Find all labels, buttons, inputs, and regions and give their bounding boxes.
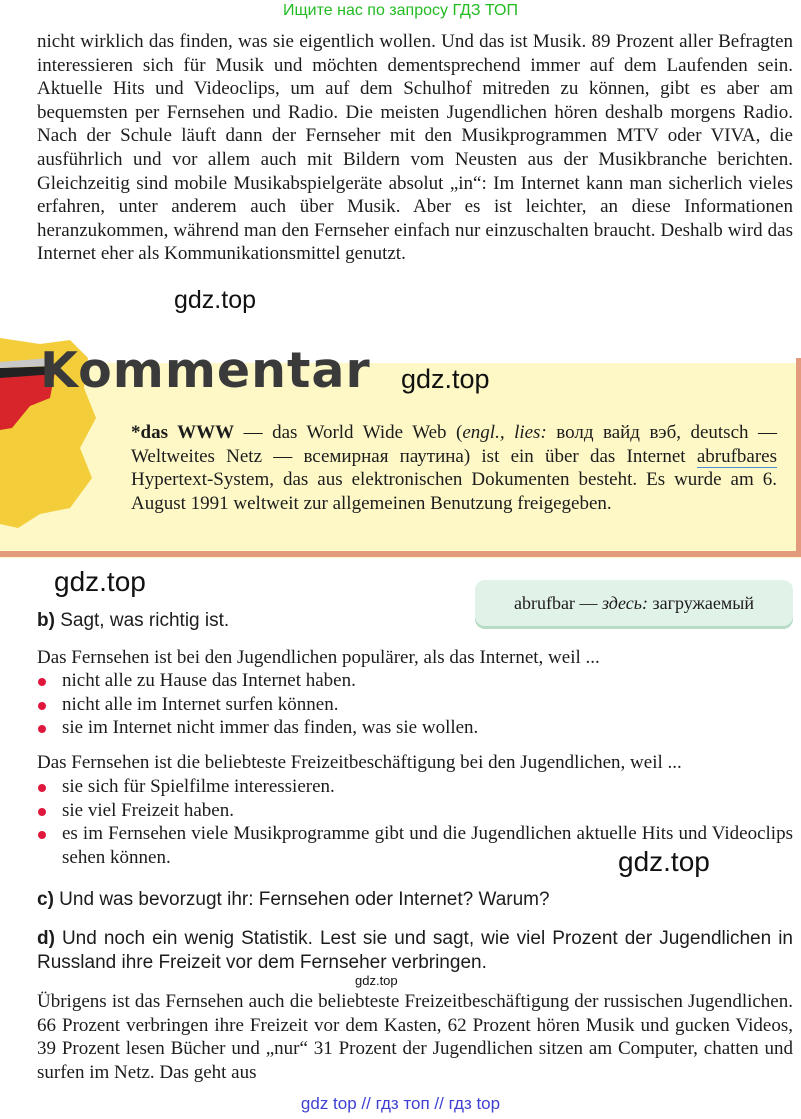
- watermark-2: gdz.top: [401, 364, 490, 394]
- vocab-translation: загружаемый: [647, 593, 755, 613]
- task-c-text: Und was bevorzugt ihr: Fernsehen oder Internet? Warum?: [53, 889, 550, 910]
- kommentar-text-part2: волд вайд вэб, deutsch — Weltweites Netz — всемирная паутина) ist ein über das Internet: [131, 422, 777, 467]
- bullet-icon: [38, 678, 46, 686]
- q1-item: [37, 716, 793, 740]
- kommentar-title: Kommentar: [40, 342, 371, 399]
- bullet-icon: [38, 784, 46, 792]
- q1-item-text: sie im Internet nicht immer das finden, was sie wollen.: [62, 717, 479, 739]
- bullet-icon: [38, 831, 46, 839]
- kommentar-bottom-border: [0, 551, 801, 557]
- engl-lies: engl., lies:: [462, 422, 547, 443]
- final-paragraph: Übrigens ist das Fernsehen auch die beliebteste Freizeitbeschäftigung der russischen Jugendlichen. 66 Prozent verbringen ihre Freizeit vor dem Kasten, 62 Prozent hören Musik und gucken Videos, 39 Prozent lesen Bücher und „nur“ 31 Prozent der Jugendlichen sitzen am Computer, chatten und surfen im Netz. Das geht aus: [37, 991, 793, 1083]
- task-c-label: c): [37, 889, 54, 910]
- q1-list: [37, 669, 793, 740]
- intro-paragraph: nicht wirklich das finden, was sie eigentlich wollen. Und das ist Musik. 89 Prozent aller Befragten interessieren sich für Musik und möchten dementsprechend immer auf dem Laufenden sein. Aktuelle Hits und Videoclips, um auf dem Schulhof mitreden zu können, gibt es aber am bequemsten per Fernsehen und Radio. Die meisten Jugendlichen hören deshalb morgens Radio. Nach der Schule läuft dann der Fernseher mit den Musikprogrammen MTV oder VIVA, die ausführlich und vor allem auch mit Bildern vom Neusten aus der Musikbranche berichten. Gleichzeitig sind mobile Musikabspielgeräte absolut „in“: Im Internet kann man sicherlich vieles erfahren, unter anderem auch über Musik. Aber es ist leichter, an diese Informationen heranzukommen, während man den Fernseher einfach nur einzuschalten braucht. Deshalb wird das Internet eher als Kommunikationsmittel genutzt.: [37, 31, 793, 265]
- q2-item: [37, 799, 793, 823]
- kommentar-text-part3: Hypertext-System, das aus elektronischen Dokumenten besteht. Es wurde am 6. August 1991 weltweit zur allgemeinen Benutzung freigegeben.: [131, 469, 777, 514]
- abrufbares-underlined: abrufbares: [696, 445, 777, 467]
- bullet-icon: [38, 725, 46, 733]
- q1-item: [37, 693, 793, 717]
- task-d-text: Und noch ein wenig Statistik. Lest sie und sagt, wie viel Prozent der Jugendlichen in Russland ihre Freizeit vor dem Fernseher verbringen.: [37, 928, 793, 973]
- watermark-small: gdz.top: [355, 973, 398, 988]
- q1-stem: Das Fernsehen ist bei den Jugendlichen populärer, als das Internet, weil ...: [37, 647, 600, 668]
- www-term: *das WWW: [131, 422, 235, 443]
- task-d: [37, 927, 793, 974]
- q2-stem: Das Fernsehen ist die beliebteste Freizeitbeschäftigung bei den Jugendlichen, weil ...: [37, 752, 682, 773]
- bullet-icon: [38, 702, 46, 710]
- kommentar-text: [131, 421, 777, 515]
- task-c: [37, 888, 793, 912]
- task-d-label: d): [37, 928, 55, 949]
- watermark-1: gdz.top: [174, 286, 257, 314]
- q2-item-text: sie viel Freizeit haben.: [62, 799, 234, 821]
- q1-item-text: nicht alle im Internet surfen können.: [62, 693, 339, 715]
- task-b-label: b): [37, 610, 55, 631]
- watermark-3: gdz.top: [54, 566, 146, 597]
- watermark-4: gdz.top: [618, 846, 710, 877]
- vocab-dash: —: [574, 593, 602, 613]
- kommentar-right-border: [796, 358, 801, 551]
- task-b: [37, 609, 793, 633]
- bullet-icon: [38, 808, 46, 816]
- task-b-text: Sagt, was richtig ist.: [54, 610, 230, 631]
- q2-item-text: es im Fernsehen viele Musikprogramme gibt und die Jugendlichen aktuelle Hits und Videoclips sehen können.: [62, 823, 793, 868]
- q2-item: [37, 775, 793, 799]
- vocab-here: здесь:: [601, 593, 648, 613]
- vocab-word: abrufbar: [513, 593, 575, 613]
- q1-item-text: nicht alle zu Hause das Internet haben.: [62, 670, 356, 691]
- footer-watermark: gdz top // гдз топ // гдз top: [300, 1094, 501, 1113]
- kommentar-text-part1: — das World Wide Web (: [234, 422, 463, 443]
- q2-item-text: sie sich für Spielfilme interessieren.: [62, 776, 335, 797]
- watermark-top: Ищите нас по запросу ГДЗ ТОП: [283, 2, 518, 19]
- q1-item: [37, 669, 793, 693]
